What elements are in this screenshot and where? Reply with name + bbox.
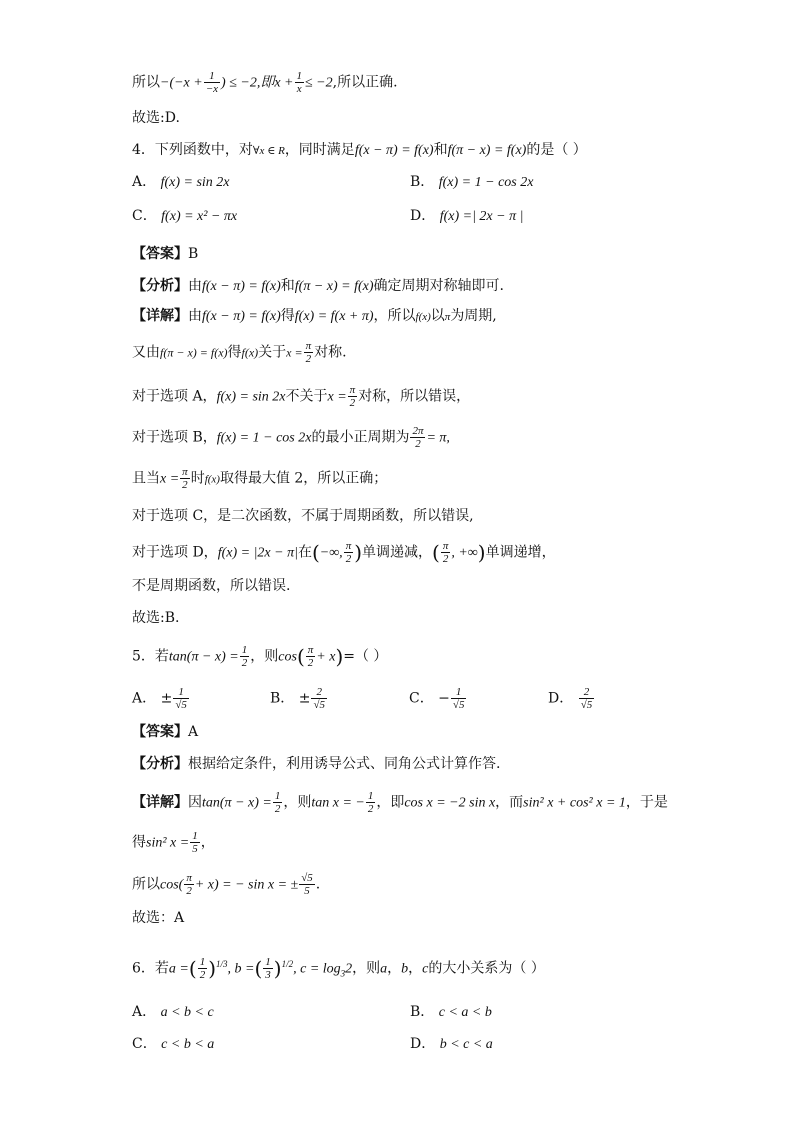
fraction: $\frac{1}{-x}$ (205, 70, 219, 95)
detail-line: 对于选项 B，f(x) = 1 − cos 2x的最小正周期为 $\frac{2\pi}{2}$ = π, (132, 425, 450, 450)
option-c: C． − $\frac{1}{√5}$ (409, 686, 465, 711)
detail-line: 【详解】由f(x − π) = f(x)得f(x) = f(x + π)，所以f(x)以π为周期, (132, 308, 497, 324)
text-line (132, 70, 398, 95)
text-line: 故选:D. (132, 110, 180, 126)
text: 所以 (132, 74, 160, 91)
answer-line: 【答案】B (132, 246, 199, 262)
fraction: $\frac{2\pi}{2}$ (412, 425, 424, 450)
option-d: D． f(x) =| 2x − π | (410, 208, 524, 224)
math: −(−x + (160, 75, 203, 91)
analysis-line: 【分析】由f(x − π) = f(x)和f(π − x) = f(x)确定周期对称轴即可. (132, 278, 504, 294)
detail-line: 所以cos( $\frac{\pi}{2}$ + x) = − sin x = ± $\frac{√5}{5}$ . (132, 872, 321, 897)
fraction: $\frac{\pi}{2}$ (305, 340, 312, 365)
detail-line: 且当x = $\frac{\pi}{2}$ 时f(x)取得最大值 2，所以正确； (132, 466, 388, 491)
fraction: $\frac{\pi}{2}$ (182, 466, 188, 491)
fraction: $\frac{1}{2}$ (241, 644, 248, 669)
fraction: $\frac{\pi}{2}$ (345, 540, 352, 565)
option-a: A． a < b < c (132, 1004, 214, 1020)
detail-line: 不是周期函数，所以错误. (132, 578, 291, 594)
option-c: C． c < b < a (132, 1036, 215, 1052)
option-c: C． f(x) = x² − πx (132, 208, 238, 224)
question-6: 6．若a =( $\frac{1}{2}$ )$^{1/3}$, b =( $\frac{1}{3}$ )$^{1/2}$, $c = \log_32$，则a，b，c的大小关系为（ ） (132, 956, 545, 982)
detail-line: 对于选项 C，是二次函数，不属于周期函数，所以错误, (132, 508, 474, 524)
question-4: 4．下列函数中，对∀x ∈ R，同时满足f(x − π) = f(x)和f(π − x) = f(x)的是（ ） (132, 142, 587, 158)
math: ≤ −2 (305, 75, 333, 91)
answer-line: 【答案】A (132, 724, 199, 740)
option-a: A． f(x) = sin 2x (132, 174, 230, 190)
fraction: $\frac{\pi}{2}$ (349, 384, 356, 409)
option-b: B． c < a < b (410, 1004, 492, 1020)
fraction: $\frac{\pi}{2}$ (307, 644, 314, 669)
option-a: A． ± $\frac{1}{√5}$ (132, 686, 187, 711)
detail-line: 又由f(π − x) = f(x)得f(x)关于x = $\frac{\pi}{2}$ 对称. (132, 340, 347, 365)
option-b: B． f(x) = 1 − cos 2x (410, 174, 534, 190)
option-d: D． b < c < a (410, 1036, 493, 1052)
math: ) ≤ −2,即 (221, 75, 275, 91)
math: x + (274, 75, 294, 91)
detail-line: 故选：A (132, 910, 185, 926)
text: ,所以正确. (332, 74, 398, 91)
detail-line: 对于选项 D，f(x) = |2x − π|在(−∞, $\frac{\pi}{2}$ )单调递减，( $\frac{\pi}{2}$ , +∞)单调递增， (132, 540, 556, 565)
option-b: B． ± $\frac{2}{√5}$ (270, 686, 326, 711)
detail-line: 【详解】因tan(π − x) = $\frac{1}{2}$ ，则tan x = − $\frac{1}{2}$ ，即cos x = −2 sin x，而sin² x + cos² x = 1，于是 (132, 790, 668, 815)
question-5: 5．若tan(π − x) = $\frac{1}{2}$ ，则cos( $\frac{\pi}{2}$ + x)=（ ） (132, 644, 388, 669)
detail-line: 得sin² x = $\frac{1}{5}$ ， (132, 830, 215, 855)
fraction: $\frac{1}{x}$ (296, 70, 302, 95)
fraction: $\frac{\pi}{2}$ (442, 540, 449, 565)
analysis-line: 【分析】根据给定条件，利用诱导公式、同角公式计算作答. (132, 756, 501, 772)
detail-line: 对于选项 A，f(x) = sin 2x不关于x = $\frac{\pi}{2}$ 对称，所以错误， (132, 384, 471, 409)
detail-line: 故选:B. (132, 610, 180, 626)
option-d: D． $\frac{2}{√5}$ (548, 686, 593, 711)
